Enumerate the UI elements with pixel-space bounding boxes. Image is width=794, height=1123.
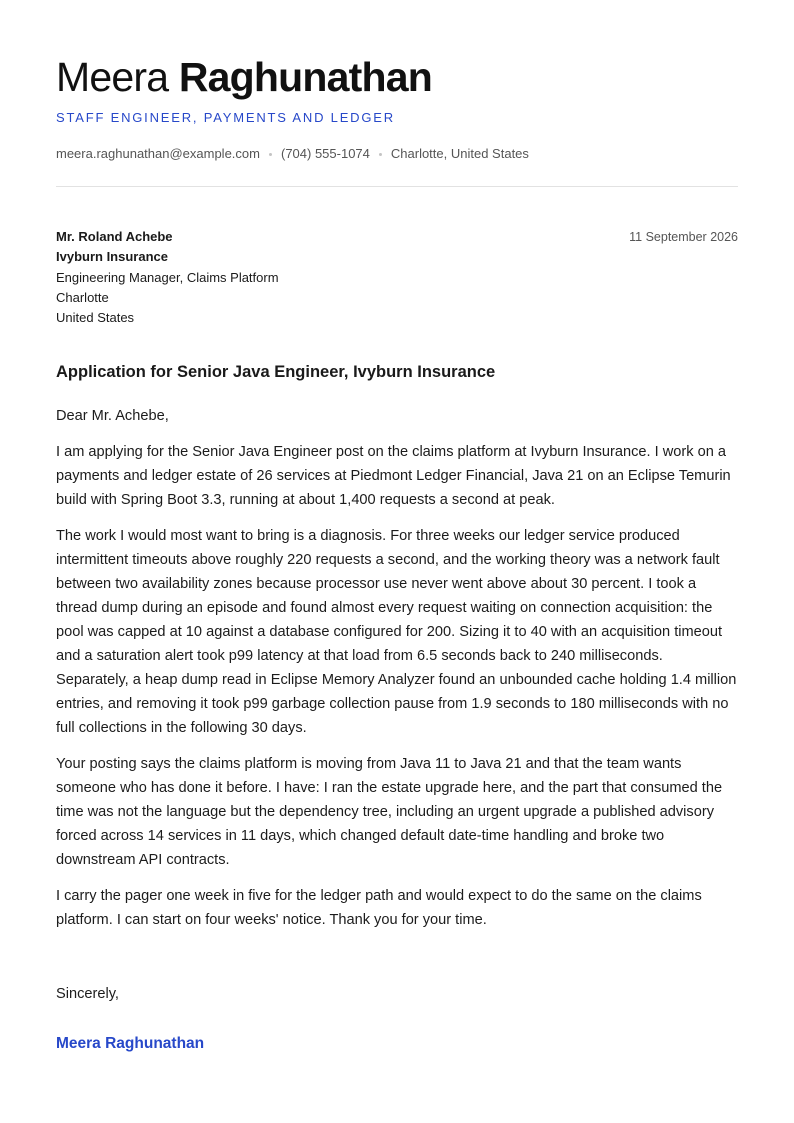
letter-subject: Application for Senior Java Engineer, Ivyburn Insurance xyxy=(56,363,496,381)
applicant-last-name: Raghunathan xyxy=(178,54,432,100)
contact-line xyxy=(56,146,529,162)
body-paragraph: The work I would most want to bring is a diagnosis. For three weeks our ledger service produced intermittent timeouts above roughly 220 requests a second, and the working theory was a network fault between two availability zones because processor use never went above about 30 percent. I took a thread dump during an episode and found almost every request waiting on connection acquisition: the pool was capped at 10 against a database configured for 200. Sizing it to 40 with an acquisition timeout and a saturation alert took p99 latency at that load from 6.5 seconds back to 240 milliseconds. Separately, a heap dump read in Eclipse Memory Analyzer found an unbounded cache holding 1.4 million entries, and removing it took p99 garbage collection pause from 1.9 seconds to 180 milliseconds with no full collections in the following 30 days. xyxy=(56,528,737,736)
recipient-block xyxy=(56,227,279,328)
contact-email[interactable]: meera.raghunathan@example.com xyxy=(56,146,260,161)
letter-closing: Sincerely, xyxy=(56,986,119,1002)
body-paragraph: Your posting says the claims platform is moving from Java 11 to Java 21 and that the team wants someone who has done it before. I have: I ran the estate upgrade here, and the part that consumed the time was not the language but the dependency tree, including an urgent upgrade a published advisory forced across 14 services in 11 days, which changed default date-time handling and broke two downstream API contracts. xyxy=(56,756,723,868)
applicant-role: STAFF ENGINEER, PAYMENTS AND LEDGER xyxy=(56,110,395,125)
contact-location: Charlotte, United States xyxy=(390,146,529,161)
applicant-name xyxy=(56,52,432,102)
recipient-company: Ivyburn Insurance xyxy=(56,249,168,265)
recipient-title: Engineering Manager, Claims Platform xyxy=(56,269,279,285)
signature-name: Meera Raghunathan xyxy=(56,1035,205,1052)
body-paragraph: I carry the pager one week in five for the ledger path and would expect to do the same on the claims platform. I can start on four weeks' notice. Thank you for your time. xyxy=(56,888,702,928)
separator-dot-icon xyxy=(379,153,382,156)
recipient-country: United States xyxy=(56,310,135,326)
recipient-name: Mr. Roland Achebe xyxy=(56,229,173,244)
salutation: Dear Mr. Achebe, xyxy=(56,408,169,424)
body-paragraph: I am applying for the Senior Java Engineer post on the claims platform at Ivyburn Insurance. I work on a payments and ledger estate of 26 services at Piedmont Ledger Financial, Java 21 on an Eclipse Temurin build with Spring Boot 3.3, running at about 1,400 requests a second at peak. xyxy=(56,444,731,508)
letter-body xyxy=(56,404,738,944)
separator-dot-icon xyxy=(269,153,272,156)
recipient-city: Charlotte xyxy=(56,289,109,305)
applicant-first-name: Meera xyxy=(56,54,169,100)
letter-date: 11 September 2026 xyxy=(629,230,738,244)
header-divider xyxy=(56,186,738,187)
contact-phone[interactable]: (704) 555-1074 xyxy=(280,146,370,161)
